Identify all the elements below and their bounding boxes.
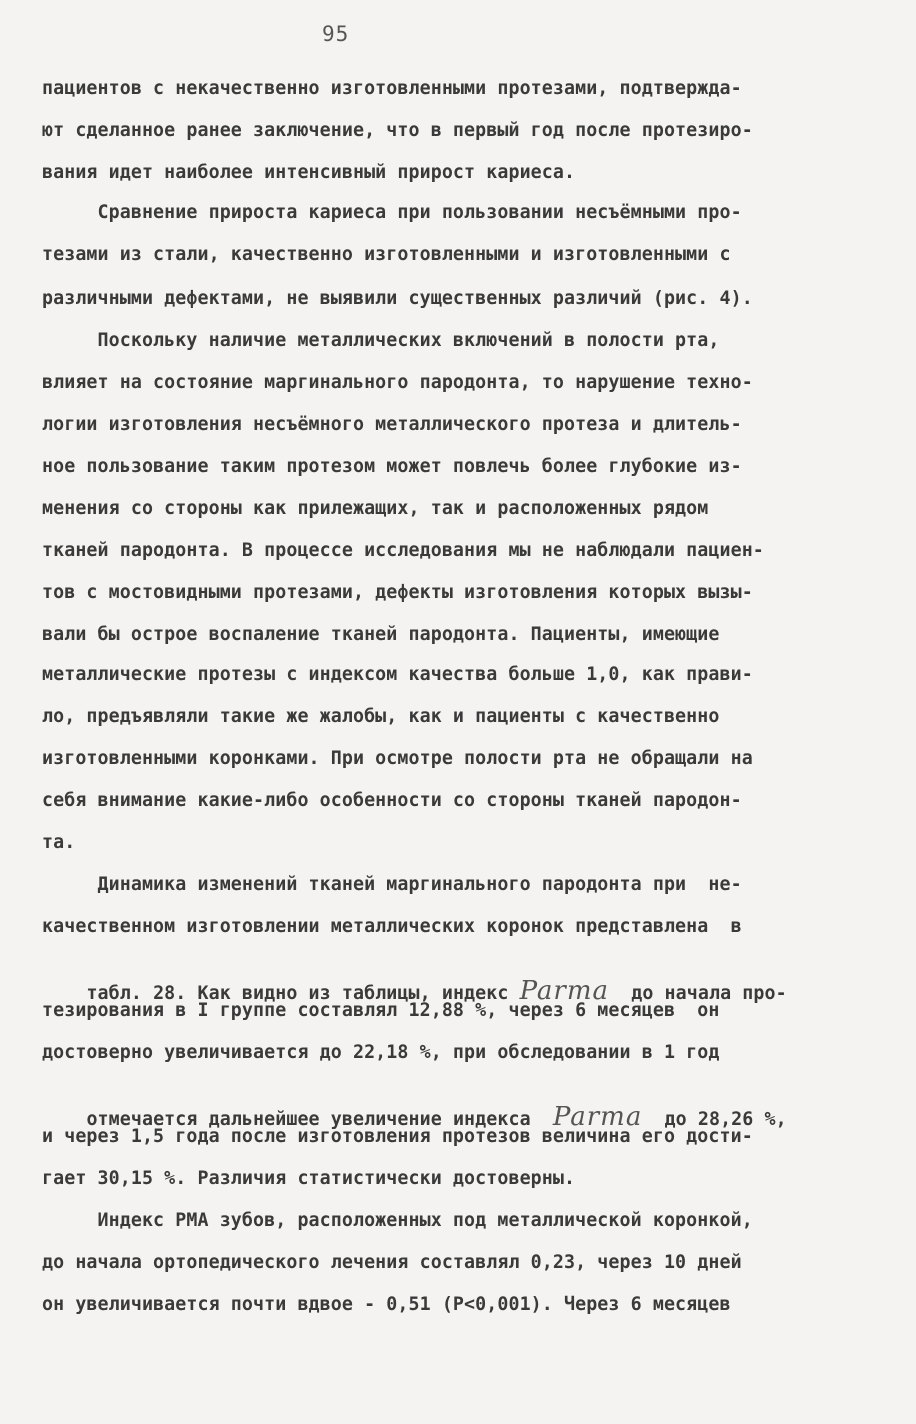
- text-line: тканей пародонта. В процессе исследования мы не наблюдали пациен-: [42, 540, 764, 561]
- handwritten-index: Parma: [552, 1102, 643, 1133]
- text-line: менения со стороны как прилежащих, так и расположенных рядом: [42, 498, 709, 519]
- line-text-after: до начала про-: [609, 983, 787, 1005]
- text-line: логии изготовления несъёмного металлического протеза и длитель-: [42, 414, 742, 435]
- text-line: Поскольку наличие металлических включений в полости рта,: [42, 330, 720, 351]
- text-line: та.: [42, 832, 76, 853]
- text-line: пациентов с некачественно изготовленными протезами, подтвержда-: [42, 78, 742, 99]
- text-line: достоверно увеличивается до 22,18 %, при обследовании в 1 год: [42, 1042, 720, 1063]
- text-line: влияет на состояние маргинального пародонта, то нарушение техно-: [42, 372, 753, 393]
- text-line: тезами из стали, качественно изготовленными и изготовленными с: [42, 244, 731, 265]
- text-line: он увеличивается почти вдвое - 0,51 (P<0,001). Через 6 месяцев: [42, 1294, 731, 1315]
- text-line: Индекс РМА зубов, расположенных под металлической коронкой,: [42, 1210, 753, 1231]
- text-line: ное пользование таким протезом может повлечь более глубокие из-: [42, 456, 742, 477]
- text-line: изготовленными коронками. При осмотре полости рта не обращали на: [42, 748, 753, 769]
- text-line: различными дефектами, не выявили существенных различий (рис. 4).: [42, 288, 753, 309]
- text-line: вали бы острое воспаление тканей пародонта. Пациенты, имеющие: [42, 624, 720, 645]
- handwritten-index: Parma: [519, 976, 610, 1007]
- text-line: и через 1,5 года после изготовления протезов величина его дости-: [42, 1126, 753, 1147]
- line-text-before: отмечается дальнейшее увеличение индекса: [86, 1109, 553, 1131]
- text-line: тезирования в I группе составлял 12,88 %, через 6 месяцев он: [42, 1000, 720, 1021]
- text-line: вания идет наиболее интенсивный прирост кариеса.: [42, 162, 576, 183]
- text-line: металлические протезы с индексом качества больше 1,0, как прави-: [42, 664, 753, 685]
- text-line: ют сделанное ранее заключение, что в первый год после протезиро-: [42, 120, 753, 141]
- text-line: себя внимание какие-либо особенности со стороны тканей пародон-: [42, 790, 742, 811]
- text-line: тов с мостовидными протезами, дефекты изготовления которых вызы-: [42, 582, 753, 603]
- line-text-after: до 28,26 %,: [642, 1109, 787, 1131]
- text-line: Сравнение прироста кариеса при пользовании несъёмными про-: [42, 202, 742, 223]
- text-line: ло, предъявляли такие же жалобы, как и пациенты с качественно: [42, 706, 720, 727]
- line-text-before: табл. 28. Как видно из таблицы, индекс: [86, 983, 520, 1005]
- text-line: качественном изготовлении металлических коронок представлена в: [42, 916, 742, 937]
- text-line: до начала ортопедического лечения составлял 0,23, через 10 дней: [42, 1252, 742, 1273]
- text-line: гает 30,15 %. Различия статистически достоверны.: [42, 1168, 576, 1189]
- text-line: Динамика изменений тканей маргинального пародонта при не-: [42, 874, 742, 895]
- page-number: 95: [322, 22, 350, 46]
